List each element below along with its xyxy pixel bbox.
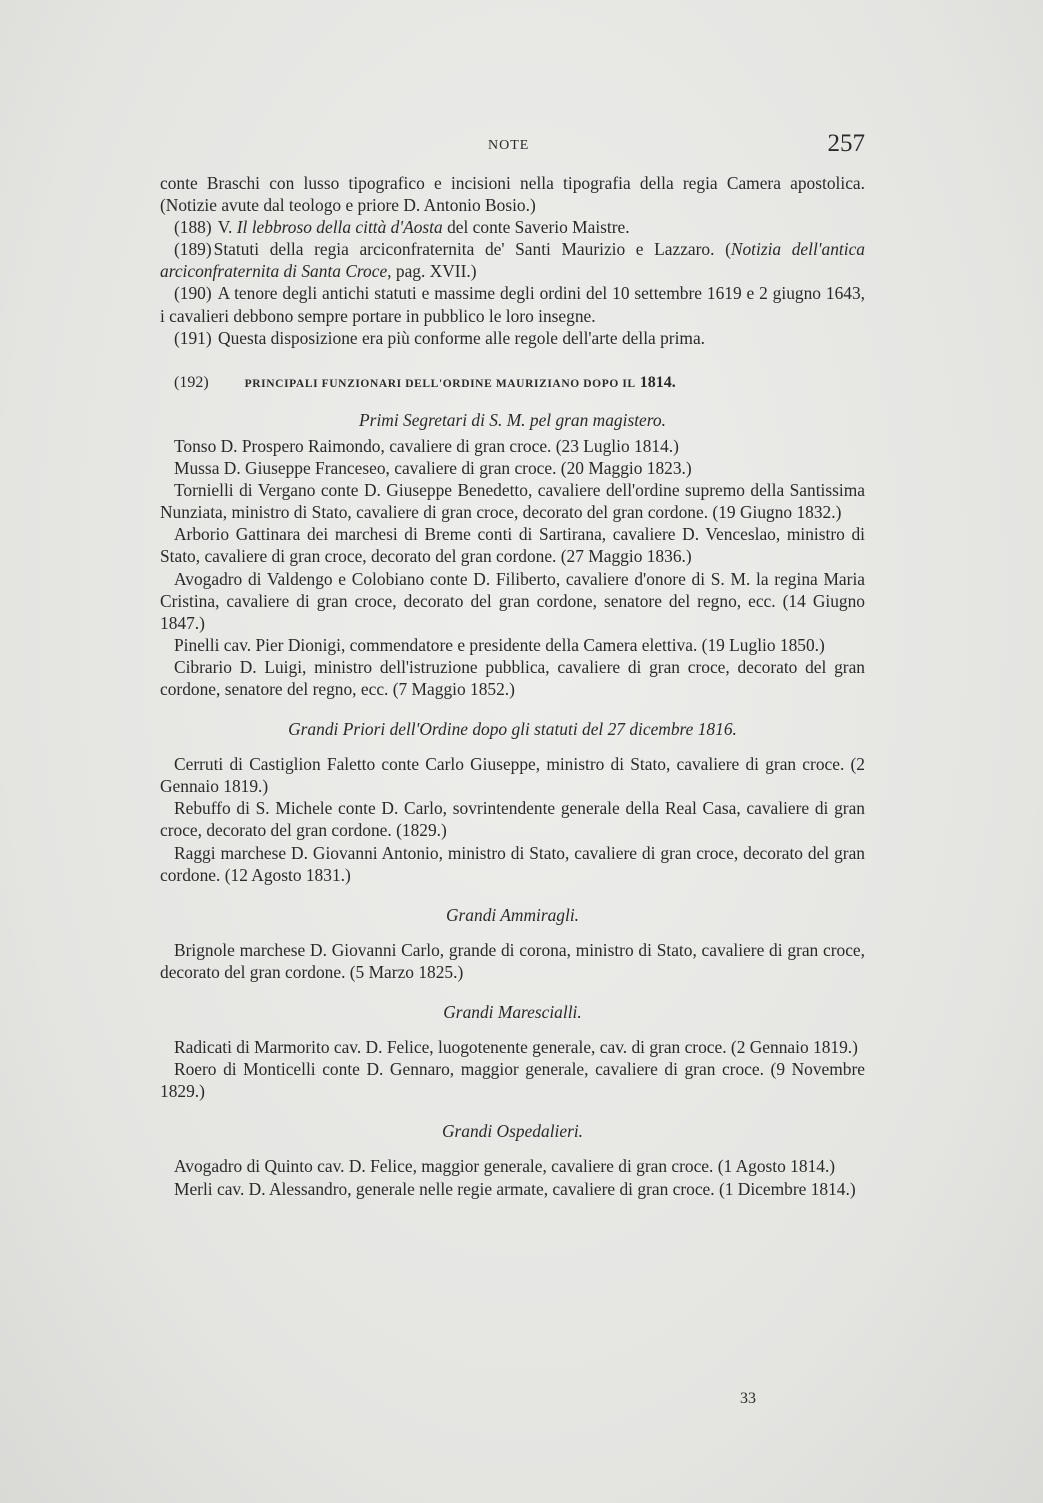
book-title: Notizia dell'antica arciconfraternita di Santa Croce,	[160, 239, 865, 282]
list-item: Merli cav. D. Alessandro, generale nelle regie armate, cavaliere di gran croce. (1 Dicembre 1814.)	[174, 1178, 856, 1199]
note-190	[160, 282, 865, 326]
section-heading: PRINCIPALI FUNZIONARI DELL'ORDINE MAURIZIANO DOPO IL	[244, 377, 636, 390]
list-item: Radicati di Marmorito cav. D. Felice, luogotenente generale, cav. di gran croce. (2 Gennaio 1819.)	[174, 1037, 858, 1058]
list-item: Cibrario D. Luigi, ministro dell'istruzione pubblica, cavaliere di gran croce, decorato del gran cordone, senatore del regno, ecc. (7 Maggio 1852.)	[160, 656, 865, 699]
list-item: Pinelli cav. Pier Dionigi, commendatore e presidente della Camera elettiva. (19 Luglio 1850.)	[174, 634, 825, 655]
subheading-marescialli: Grandi Marescialli.	[443, 1002, 582, 1022]
subheading-ammiragli: Grandi Ammiragli.	[445, 904, 580, 925]
notes-body	[160, 172, 865, 1200]
note-continuation: conte Braschi con lusso tipografico e incisioni nella tipografia della regia Camera apostolica. (Notizie avute dal teologo e priore D. Antonio Bosio.)	[160, 173, 865, 216]
list-item: Cerruti di Castiglion Faletto conte Carlo Giuseppe, ministro di Stato, cavaliere di gran croce. (2 Gennaio 1819.)	[160, 754, 865, 797]
note-text: pag. XVII.)	[391, 261, 477, 282]
list-item: Brignole marchese D. Giovanni Carlo, grande di corona, ministro di Stato, cavaliere di gran croce, decorato del gran cordone. (5 Marzo 1825.)	[160, 939, 865, 982]
note-192-heading	[174, 372, 865, 395]
running-head: NOTE	[488, 138, 530, 153]
note-188	[160, 216, 865, 238]
note-number: (190)	[174, 283, 212, 304]
subheading-priori: Grandi Priori dell'Ordine dopo gli statuti del 27 dicembre 1816.	[288, 719, 737, 740]
note-text: A tenore degli antichi statuti e massime degli ordini del 10 settembre 1619 e 2 giugno 1643, i cavalieri debbono sempre portare in pubblico le loro insegne.	[160, 283, 865, 326]
subheading-segretari: Primi Segretari di S. M. pel gran magistero.	[359, 409, 666, 430]
signature-mark: 33	[740, 1390, 756, 1407]
note-number: (191)	[174, 327, 212, 348]
page-number: 257	[827, 130, 865, 157]
list-item: Avogadro di Quinto cav. D. Felice, maggior generale, cavaliere di gran croce. (1 Agosto 1814.)	[174, 1156, 836, 1177]
note-191	[160, 327, 865, 349]
list-item: Tonso D. Prospero Raimondo, cavaliere di gran croce. (23 Luglio 1814.)	[174, 435, 679, 456]
note-number: (192)	[174, 373, 209, 391]
list-item: Mussa D. Giuseppe Franceseo, cavaliere di gran croce. (20 Maggio 1823.)	[174, 458, 692, 479]
note-text: V.	[217, 217, 233, 238]
note-number: (188)	[174, 217, 212, 238]
note-text: Questa disposizione era più conforme alle regole dell'arte della prima.	[218, 327, 706, 348]
list-item: Raggi marchese D. Giovanni Antonio, ministro di Stato, cavaliere di gran croce, decorato del gran cordone. (12 Agosto 1831.)	[160, 842, 865, 885]
heading-year: 1814.	[639, 373, 676, 391]
note-text: del conte Saverio Maistre.	[447, 217, 630, 238]
list-item: Tornielli di Vergano conte D. Giuseppe Benedetto, cavaliere dell'ordine supremo della Santissima Nunziata, ministro di Stato, cavaliere di gran croce, decorato del gran cordone. (19 Giugno 1832.)	[160, 480, 865, 523]
list-item: Rebuffo di S. Michele conte D. Carlo, sovrintendente generale della Real Casa, cavaliere di gran croce, decorato del gran cordone. (1829.)	[160, 798, 865, 841]
subheading-ospedalieri: Grandi Ospedalieri.	[441, 1121, 584, 1142]
book-title: Il lebbroso della città d'Aosta	[236, 217, 443, 238]
note-189	[160, 238, 865, 282]
list-item: Arborio Gattinara dei marchesi di Breme conti di Sartirana, cavaliere D. Venceslao, ministro di Stato, cavaliere di gran croce, decorato del gran cordone. (27 Maggio 1836.)	[160, 524, 865, 567]
note-number: (189)	[174, 239, 212, 260]
list-item: Roero di Monticelli conte D. Gennaro, maggior generale, cavaliere di gran croce. (9 Novembre 1829.)	[160, 1059, 865, 1102]
note-text: Statuti della regia arciconfraternita de' Santi Maurizio e Lazzaro. (	[213, 239, 731, 260]
list-item: Avogadro di Valdengo e Colobiano conte D. Filiberto, cavaliere d'onore di S. M. la regina Maria Cristina, cavaliere di gran croce, decorato del gran cordone, senatore del regno, ecc. (14 Giugno 1847.)	[160, 568, 865, 633]
page-header	[160, 130, 865, 164]
